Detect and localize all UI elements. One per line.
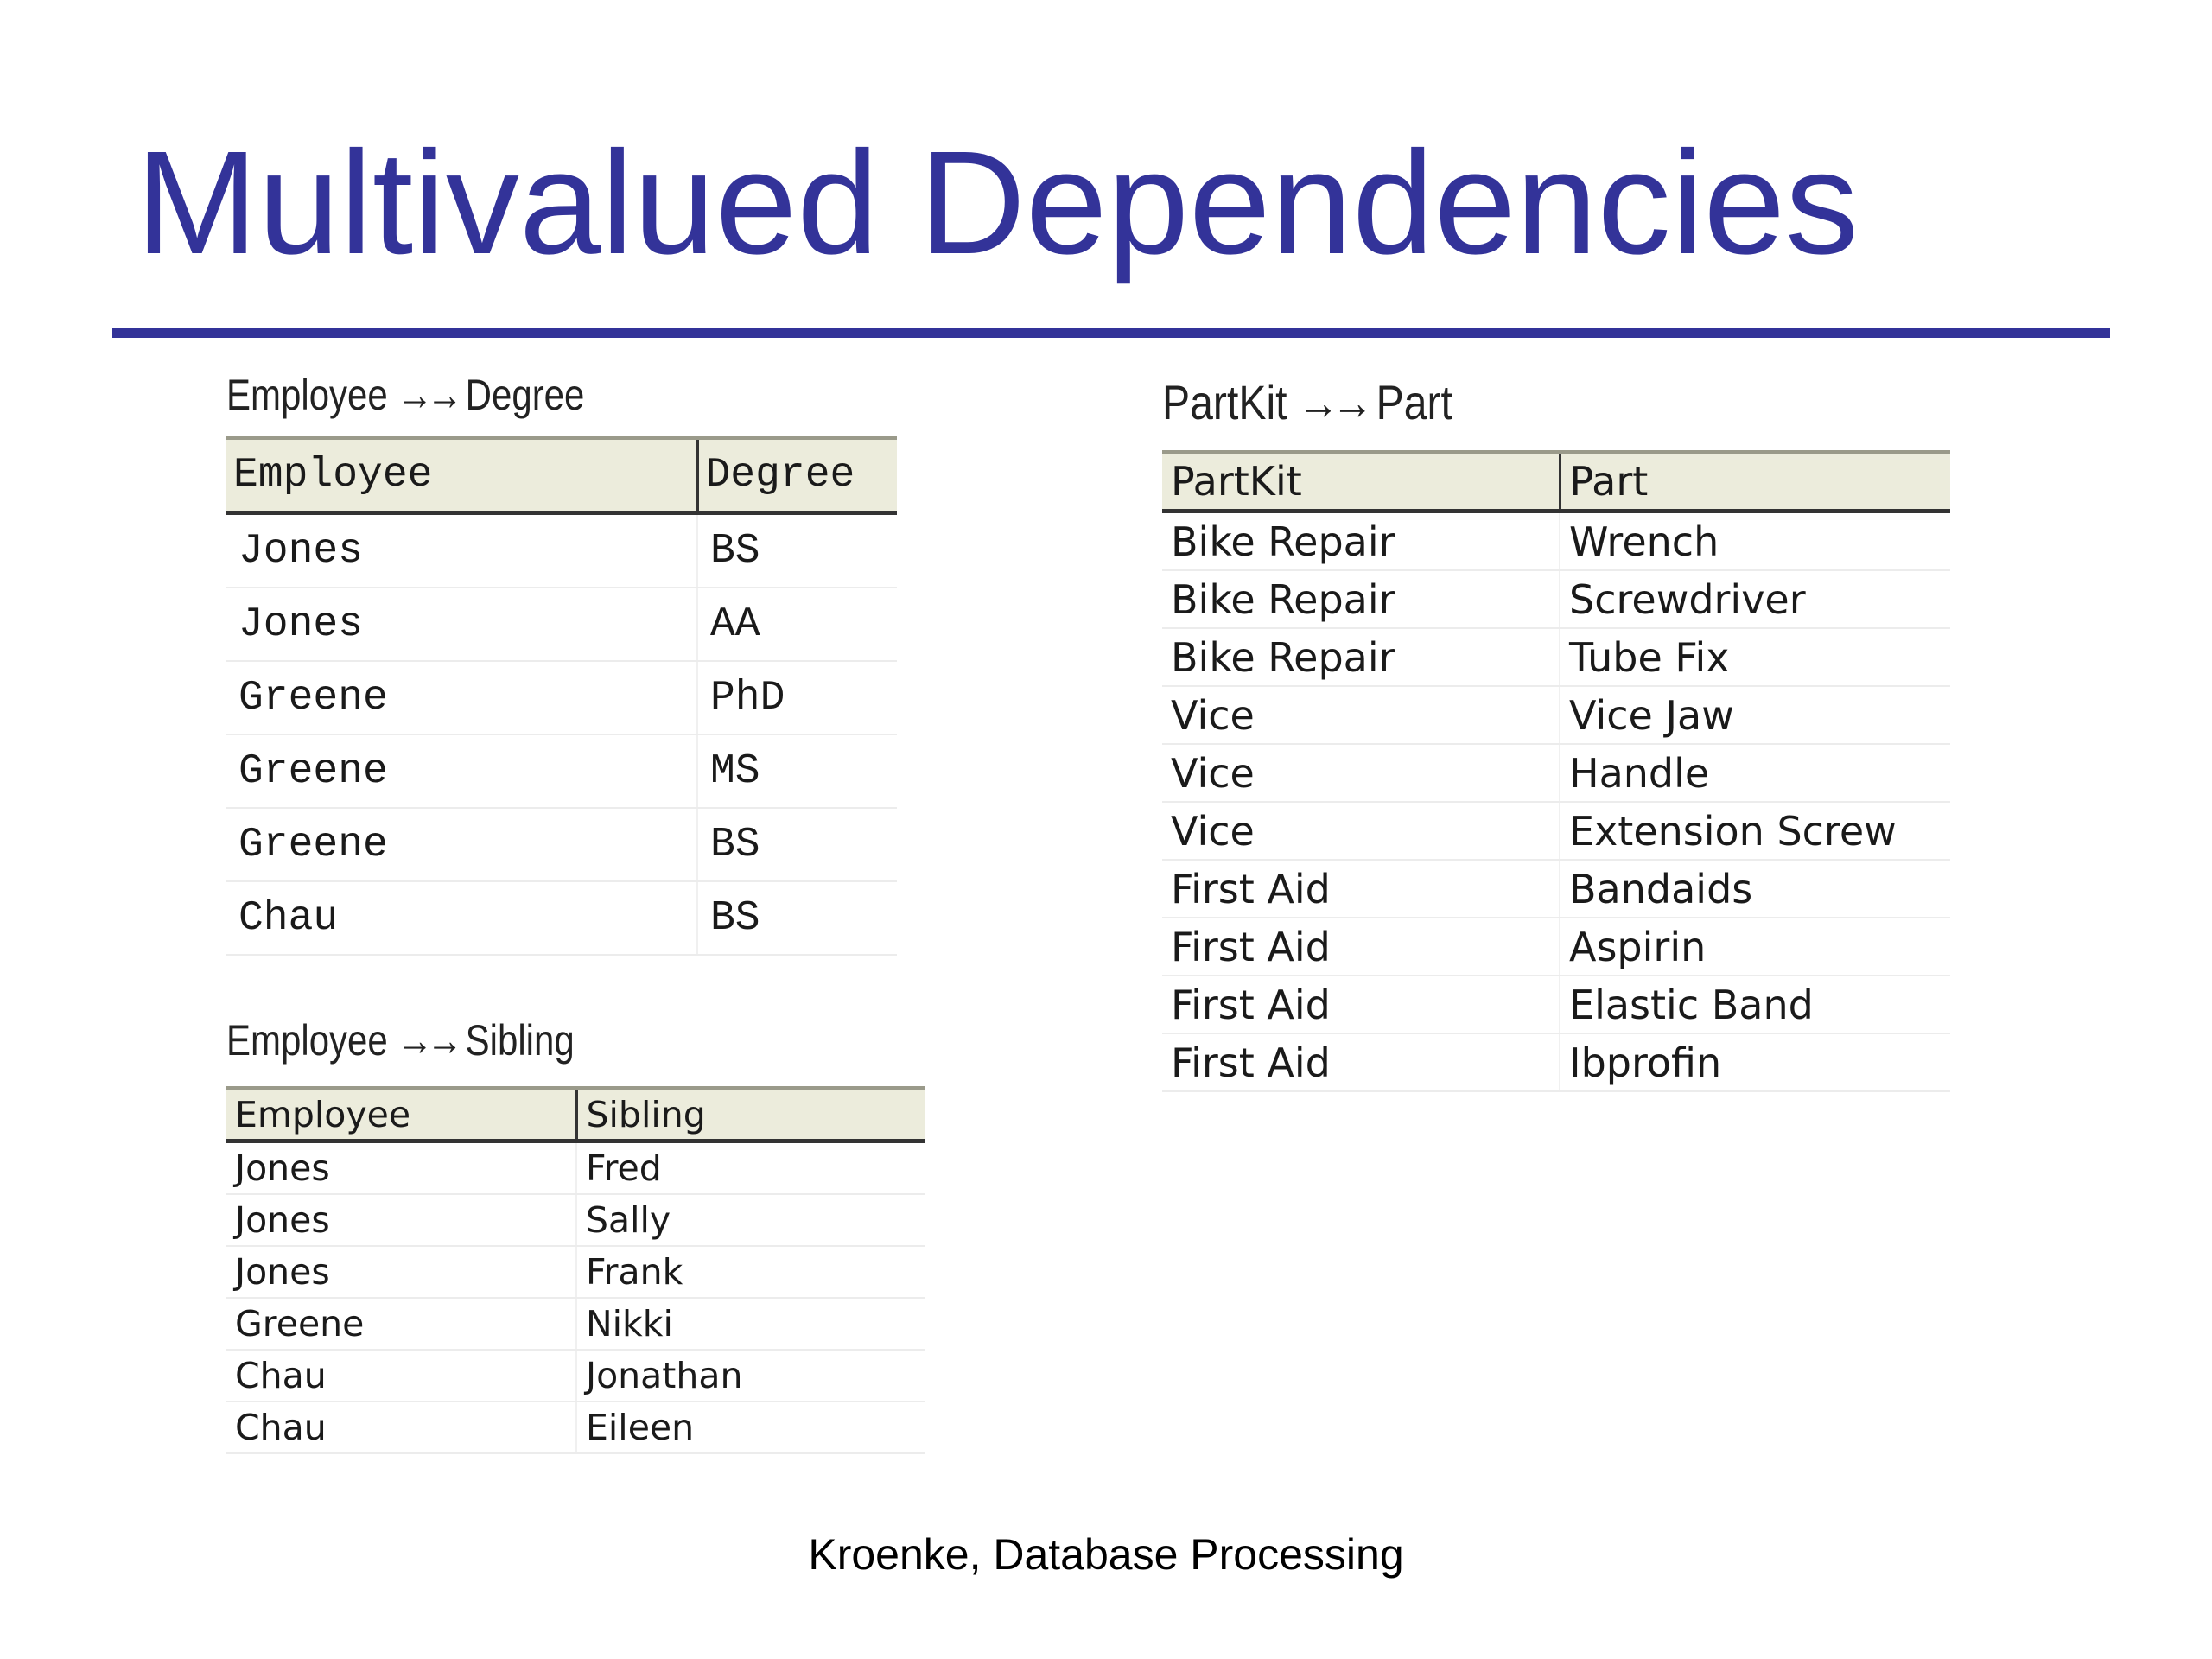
employee-cell: Greene — [226, 808, 697, 881]
part-cell: Ibprofin — [1560, 1033, 1950, 1091]
table-row — [226, 1298, 925, 1350]
employee-cell: Greene — [226, 661, 697, 734]
column-header-employee: Employee — [226, 438, 697, 513]
employee-cell: Jones — [226, 1246, 576, 1298]
column-header-sibling: Sibling — [576, 1088, 925, 1141]
partkit-cell: Vice — [1162, 802, 1560, 860]
table-row — [226, 1402, 925, 1453]
degree-cell: MS — [697, 734, 897, 808]
part-cell: Wrench — [1560, 512, 1950, 571]
part-cell: Aspirin — [1560, 918, 1950, 976]
dependency-left-attribute: Employee — [226, 1016, 388, 1065]
table-row — [1162, 802, 1950, 860]
dependency-left-attribute: PartKit — [1162, 375, 1287, 429]
table-row — [1162, 570, 1950, 628]
dependency-right-attribute: Part — [1376, 375, 1452, 429]
employee-cell: Jones — [226, 1194, 576, 1246]
title-underline — [112, 328, 2110, 338]
table-row — [226, 661, 897, 734]
degree-cell: BS — [697, 881, 897, 955]
table-row — [226, 1194, 925, 1246]
sibling-cell: Sally — [576, 1194, 925, 1246]
sibling-dependency-label — [226, 1015, 575, 1065]
multivalued-arrow-icon: →→ — [397, 1016, 457, 1065]
table-row — [1162, 744, 1950, 802]
employee-cell: Chau — [226, 881, 697, 955]
degree-cell: AA — [697, 588, 897, 661]
partkit-cell: First Aid — [1162, 860, 1560, 918]
degree-dependency-label — [226, 370, 584, 420]
degree-cell: BS — [697, 513, 897, 588]
multivalued-arrow-icon: →→ — [1297, 375, 1366, 429]
partkit-cell: Bike Repair — [1162, 512, 1560, 571]
employee-sibling-table — [226, 1086, 925, 1454]
table-row — [226, 588, 897, 661]
slide-title: Multivalued Dependencies — [136, 121, 1859, 285]
partkit-cell: Vice — [1162, 744, 1560, 802]
employee-cell: Jones — [226, 588, 697, 661]
degree-cell: PhD — [697, 661, 897, 734]
table-row — [226, 808, 897, 881]
partkit-cell: Vice — [1162, 686, 1560, 744]
table-row — [1162, 860, 1950, 918]
employee-cell: Jones — [226, 513, 697, 588]
part-cell: Extension Screw — [1560, 802, 1950, 860]
employee-cell: Greene — [226, 1298, 576, 1350]
sibling-cell: Nikki — [576, 1298, 925, 1350]
table-row — [1162, 628, 1950, 686]
part-cell: Vice Jaw — [1560, 686, 1950, 744]
column-header-degree: Degree — [697, 438, 897, 513]
part-cell: Elastic Band — [1560, 976, 1950, 1033]
table-row — [226, 734, 897, 808]
dependency-right-attribute: Degree — [465, 371, 585, 419]
employee-cell: Jones — [226, 1141, 576, 1195]
table-row — [226, 881, 897, 955]
part-dependency-label — [1162, 374, 1452, 430]
multivalued-arrow-icon: →→ — [397, 371, 457, 419]
table-row — [1162, 918, 1950, 976]
dependency-right-attribute: Sibling — [465, 1016, 575, 1065]
employee-cell: Chau — [226, 1350, 576, 1402]
sibling-cell: Jonathan — [576, 1350, 925, 1402]
table-row — [1162, 512, 1950, 571]
sibling-cell: Frank — [576, 1246, 925, 1298]
table-row — [226, 1141, 925, 1195]
partkit-cell: First Aid — [1162, 976, 1560, 1033]
table-row — [1162, 686, 1950, 744]
part-cell: Bandaids — [1560, 860, 1950, 918]
partkit-cell: Bike Repair — [1162, 628, 1560, 686]
column-header-partkit: PartKit — [1162, 452, 1560, 512]
table-row — [1162, 976, 1950, 1033]
employee-cell: Chau — [226, 1402, 576, 1453]
table-row — [226, 1246, 925, 1298]
partkit-cell: First Aid — [1162, 1033, 1560, 1091]
employee-degree-table — [226, 436, 897, 956]
partkit-part-table — [1162, 450, 1950, 1092]
dependency-left-attribute: Employee — [226, 371, 388, 419]
part-cell: Handle — [1560, 744, 1950, 802]
table-row — [226, 513, 897, 588]
sibling-cell: Fred — [576, 1141, 925, 1195]
partkit-cell: First Aid — [1162, 918, 1560, 976]
table-row — [1162, 1033, 1950, 1091]
part-cell: Screwdriver — [1560, 570, 1950, 628]
part-cell: Tube Fix — [1560, 628, 1950, 686]
table-header-row — [1162, 452, 1950, 512]
sibling-cell: Eileen — [576, 1402, 925, 1453]
table-header-row — [226, 438, 897, 513]
table-header-row — [226, 1088, 925, 1141]
column-header-employee: Employee — [226, 1088, 576, 1141]
table-row — [226, 1350, 925, 1402]
source-caption: Kroenke, Database Processing — [808, 1530, 1404, 1579]
partkit-cell: Bike Repair — [1162, 570, 1560, 628]
degree-cell: BS — [697, 808, 897, 881]
employee-cell: Greene — [226, 734, 697, 808]
column-header-part: Part — [1560, 452, 1950, 512]
